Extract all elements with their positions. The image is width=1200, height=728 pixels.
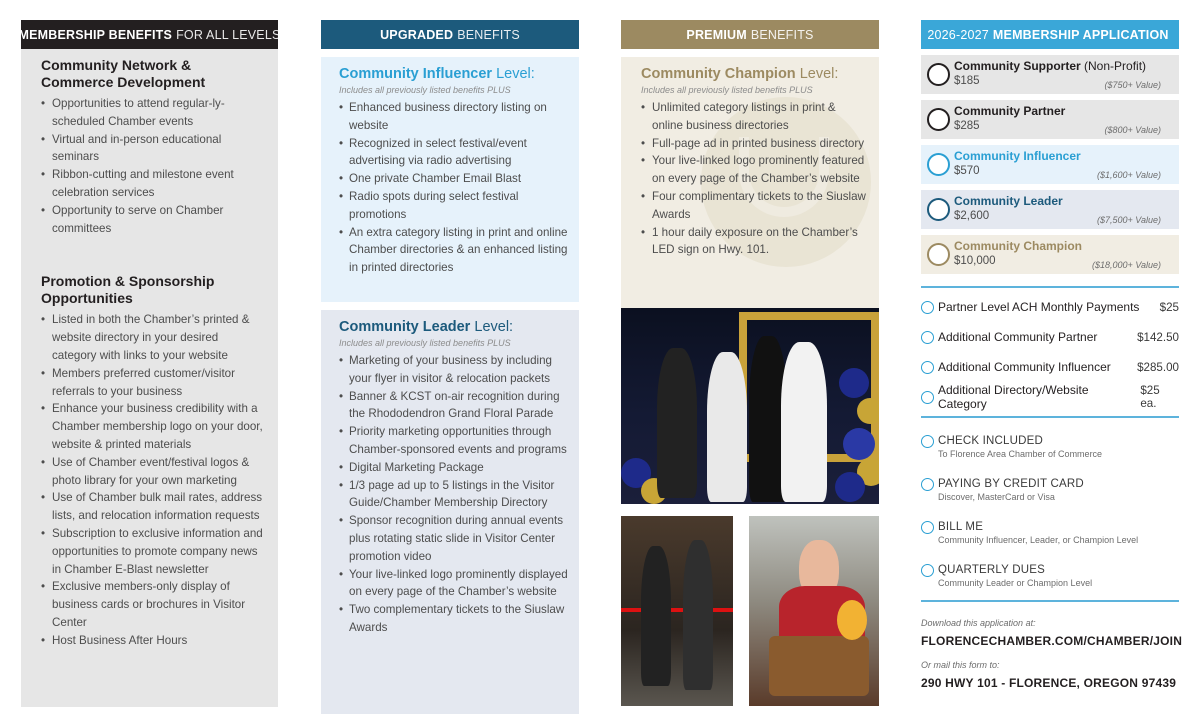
list-item: • Your live-linked logo prominently displayed on every page of the Chamber’s website bbox=[339, 566, 569, 602]
addon-amount: $285.00 bbox=[1137, 360, 1179, 374]
level-price: $185 bbox=[954, 75, 980, 87]
radio-circle-icon[interactable] bbox=[921, 564, 934, 577]
gala-event-photo bbox=[621, 308, 879, 504]
leader-benefits-list bbox=[339, 352, 569, 637]
champion-benefits-list bbox=[641, 99, 869, 259]
level-option-champion[interactable] bbox=[921, 235, 1179, 274]
all-levels-header bbox=[18, 20, 281, 49]
payment-label: PAYING BY CREDIT CARD bbox=[938, 478, 1084, 490]
level-value: ($18,000+ Value) bbox=[1092, 260, 1161, 270]
section-title-promotion: Promotion & Sponsorship Opportunities bbox=[41, 273, 215, 307]
header-bold: PREMIUM bbox=[686, 27, 747, 42]
champion-level-title bbox=[641, 65, 869, 83]
level-option-influencer[interactable] bbox=[921, 145, 1179, 184]
level-name: Community Influencer bbox=[339, 66, 493, 82]
payment-label: BILL ME bbox=[938, 521, 984, 533]
membership-application-column bbox=[921, 20, 1183, 690]
header-year: 2026-2027 bbox=[927, 27, 989, 42]
list-item: • Use of Chamber bulk mail rates, address lists, and relocation information requests bbox=[41, 489, 264, 525]
premium-header bbox=[621, 20, 879, 49]
benefits-all-levels-column bbox=[18, 20, 281, 707]
select-circle-icon[interactable] bbox=[927, 153, 950, 176]
header-bold: MEMBERSHIP BENEFITS bbox=[18, 27, 173, 42]
addon-directory-category[interactable] bbox=[921, 382, 1179, 412]
level-price: $285 bbox=[954, 120, 980, 132]
level-price: $10,000 bbox=[954, 255, 996, 267]
level-value: ($1,600+ Value) bbox=[1097, 170, 1161, 180]
payment-label: QUARTERLY DUES bbox=[938, 564, 1045, 576]
ribbon-cutting-photo bbox=[621, 516, 733, 706]
addon-label: Partner Level ACH Monthly Payments bbox=[938, 300, 1140, 314]
addon-amount: $25 ea. bbox=[1140, 384, 1160, 410]
promotion-benefits-list bbox=[41, 311, 264, 649]
select-circle-icon[interactable] bbox=[927, 198, 950, 221]
list-item: • Opportunity to serve on Chamber committees bbox=[41, 202, 264, 238]
list-item: • Use of Chamber event/festival logos & photo library for your own marketing bbox=[41, 454, 264, 490]
select-circle-icon[interactable] bbox=[927, 63, 950, 86]
list-item: • Ribbon-cutting and milestone event celebration services bbox=[41, 166, 264, 202]
list-item: • Priority marketing opportunities through Chamber-sponsored events and programs bbox=[339, 423, 569, 459]
list-item: • Listed in both the Chamber’s printed & website directory in your desired category with links to your website bbox=[41, 311, 264, 364]
level-name: Community Leader bbox=[339, 319, 471, 335]
list-item: • Full-page ad in printed business directory bbox=[641, 135, 869, 153]
level-name: Community Influencer bbox=[954, 149, 1081, 163]
influencer-level-box bbox=[321, 57, 579, 302]
influencer-level-title bbox=[339, 65, 569, 83]
list-item: • Unlimited category listings in print & online business directories bbox=[641, 99, 869, 135]
level-note: (Non-Profit) bbox=[1084, 59, 1147, 73]
list-item: • Banner & KCST on-air recognition during the Rhododendron Grand Floral Parade bbox=[339, 388, 569, 424]
all-levels-panel bbox=[21, 49, 278, 707]
radio-circle-icon[interactable] bbox=[921, 478, 934, 491]
level-name: Community Leader bbox=[954, 194, 1063, 208]
upgraded-header bbox=[321, 20, 579, 49]
level-subtitle: Includes all previously listed benefits PLUS bbox=[339, 85, 511, 95]
application-header bbox=[921, 20, 1179, 49]
leader-level-title bbox=[339, 318, 569, 336]
list-item: • Marketing of your business by including your flyer in visitor & relocation packets bbox=[339, 352, 569, 388]
list-item: • Exclusive members-only display of business cards or brochures in Visitor Center bbox=[41, 578, 264, 631]
list-item: • Enhance your business credibility with a Chamber membership logo on your door, website & printed materials bbox=[41, 400, 264, 453]
payment-label: CHECK INCLUDED bbox=[938, 435, 1044, 447]
radio-circle-icon[interactable] bbox=[921, 301, 934, 314]
person bbox=[683, 540, 713, 690]
list-item: • Subscription to exclusive information and opportunities to promote company news in Chamber E-Blast newsletter bbox=[41, 525, 264, 578]
payment-sub: Discover, MasterCard or Visa bbox=[938, 492, 1055, 502]
level-name: Community Champion bbox=[641, 66, 796, 82]
mail-address: 290 HWY 101 - FLORENCE, OREGON 97439 bbox=[921, 676, 1177, 690]
header-light: FOR ALL LEVELS bbox=[176, 27, 281, 42]
level-suffix: Level: bbox=[496, 66, 535, 82]
list-item: • 1 hour daily exposure on the Chamber’s LED sign on Hwy. 101. bbox=[641, 224, 869, 260]
list-item: • Opportunities to attend regular-ly-scheduled Chamber events bbox=[41, 95, 264, 131]
payment-quarterly-dues[interactable] bbox=[921, 563, 1179, 606]
radio-circle-icon[interactable] bbox=[921, 391, 934, 404]
select-circle-icon[interactable] bbox=[927, 243, 950, 266]
leader-level-box bbox=[321, 310, 579, 714]
level-price: $2,600 bbox=[954, 210, 990, 222]
download-link[interactable]: FLORENCECHAMBER.COM/CHAMBER/JOIN bbox=[921, 634, 1183, 648]
list-item: • One private Chamber Email Blast bbox=[339, 170, 569, 188]
payment-sub: Community Leader or Champion Level bbox=[938, 578, 1093, 588]
gift-basket-photo bbox=[749, 516, 879, 706]
list-item: • 1/3 page ad up to 5 listings in the Visitor Guide/Chamber Membership Directory bbox=[339, 477, 569, 513]
addon-additional-partner[interactable] bbox=[921, 322, 1179, 352]
list-item: • Virtual and in-person educational seminars bbox=[41, 131, 264, 167]
list-item: • Sponsor recognition during annual events plus rotating static slide in Visitor Center promotion video bbox=[339, 512, 569, 565]
header-bold: UPGRADED bbox=[380, 27, 454, 42]
addon-label: Additional Community Partner bbox=[938, 330, 1098, 344]
select-circle-icon[interactable] bbox=[927, 108, 950, 131]
red-ribbon bbox=[621, 608, 733, 612]
influencer-benefits-list bbox=[339, 99, 569, 277]
list-item: • Members preferred customer/visitor referrals to your business bbox=[41, 365, 264, 401]
list-item: • Two complementary tickets to the Siuslaw Awards bbox=[339, 601, 569, 637]
header-light: BENEFITS bbox=[750, 27, 814, 42]
payment-check-included[interactable] bbox=[921, 434, 1179, 477]
level-name: Community Partner bbox=[954, 104, 1066, 118]
person bbox=[641, 546, 671, 686]
level-name: Community Champion bbox=[954, 239, 1082, 253]
level-subtitle: Includes all previously listed benefits PLUS bbox=[339, 338, 511, 348]
network-benefits-list bbox=[41, 95, 264, 237]
list-item: • Host Business After Hours bbox=[41, 632, 264, 650]
list-item: • An extra category listing in print and online Chamber directories & an enhanced listing in printed directories bbox=[339, 224, 569, 277]
level-option-partner[interactable] bbox=[921, 100, 1179, 139]
level-value: ($750+ Value) bbox=[1104, 80, 1161, 90]
level-option-supporter[interactable] bbox=[921, 55, 1179, 94]
mail-note: Or mail this form to: bbox=[921, 660, 1000, 670]
payment-credit-card[interactable] bbox=[921, 477, 1179, 520]
list-item: • Radio spots during select festival promotions bbox=[339, 188, 569, 224]
addon-additional-influencer[interactable] bbox=[921, 352, 1179, 382]
payment-bill-me[interactable] bbox=[921, 520, 1179, 563]
addon-amount: $25 bbox=[1159, 300, 1179, 314]
premium-benefits-column bbox=[621, 20, 879, 708]
list-item: • Your live-linked logo prominently featured on every page of the Chamber’s website bbox=[641, 152, 869, 188]
level-suffix: Level: bbox=[799, 66, 839, 82]
section-title-network: Community Network & Commerce Development bbox=[41, 57, 206, 90]
radio-circle-icon[interactable] bbox=[921, 361, 934, 374]
addon-label: Additional Community Influencer bbox=[938, 360, 1111, 374]
basket bbox=[769, 636, 869, 696]
list-item: • Enhanced business directory listing on website bbox=[339, 99, 569, 135]
addon-label: Additional Directory/Website Category bbox=[938, 383, 1089, 411]
list-item: • Four complimentary tickets to the Siuslaw Awards bbox=[641, 188, 869, 224]
download-note: Download this application at: bbox=[921, 618, 1036, 628]
flowers bbox=[837, 600, 867, 640]
level-name: Community Supporter (Non-Profit) bbox=[954, 59, 1147, 73]
radio-circle-icon[interactable] bbox=[921, 435, 934, 448]
level-subtitle: Includes all previously listed benefits PLUS bbox=[641, 85, 813, 95]
radio-circle-icon[interactable] bbox=[921, 331, 934, 344]
level-value: ($7,500+ Value) bbox=[1097, 215, 1161, 225]
level-suffix: Level: bbox=[474, 319, 514, 335]
header-bold: MEMBERSHIP APPLICATION bbox=[992, 27, 1169, 42]
upgraded-benefits-column bbox=[321, 20, 579, 714]
radio-circle-icon[interactable] bbox=[921, 521, 934, 534]
header-light: BENEFITS bbox=[457, 27, 520, 42]
addon-ach-monthly[interactable] bbox=[921, 292, 1179, 322]
level-option-leader[interactable] bbox=[921, 190, 1179, 229]
payment-sub: Community Influencer, Leader, or Champion Level bbox=[938, 535, 1139, 545]
payment-sub: To Florence Area Chamber of Commerce bbox=[938, 449, 1103, 459]
list-item: • Digital Marketing Package bbox=[339, 459, 569, 477]
addon-amount: $142.50 bbox=[1137, 330, 1179, 344]
level-value: ($800+ Value) bbox=[1104, 125, 1161, 135]
level-price: $570 bbox=[954, 165, 980, 177]
list-item: • Recognized in select festival/event advertising via radio advertising bbox=[339, 135, 569, 171]
champion-level-box bbox=[621, 57, 879, 309]
